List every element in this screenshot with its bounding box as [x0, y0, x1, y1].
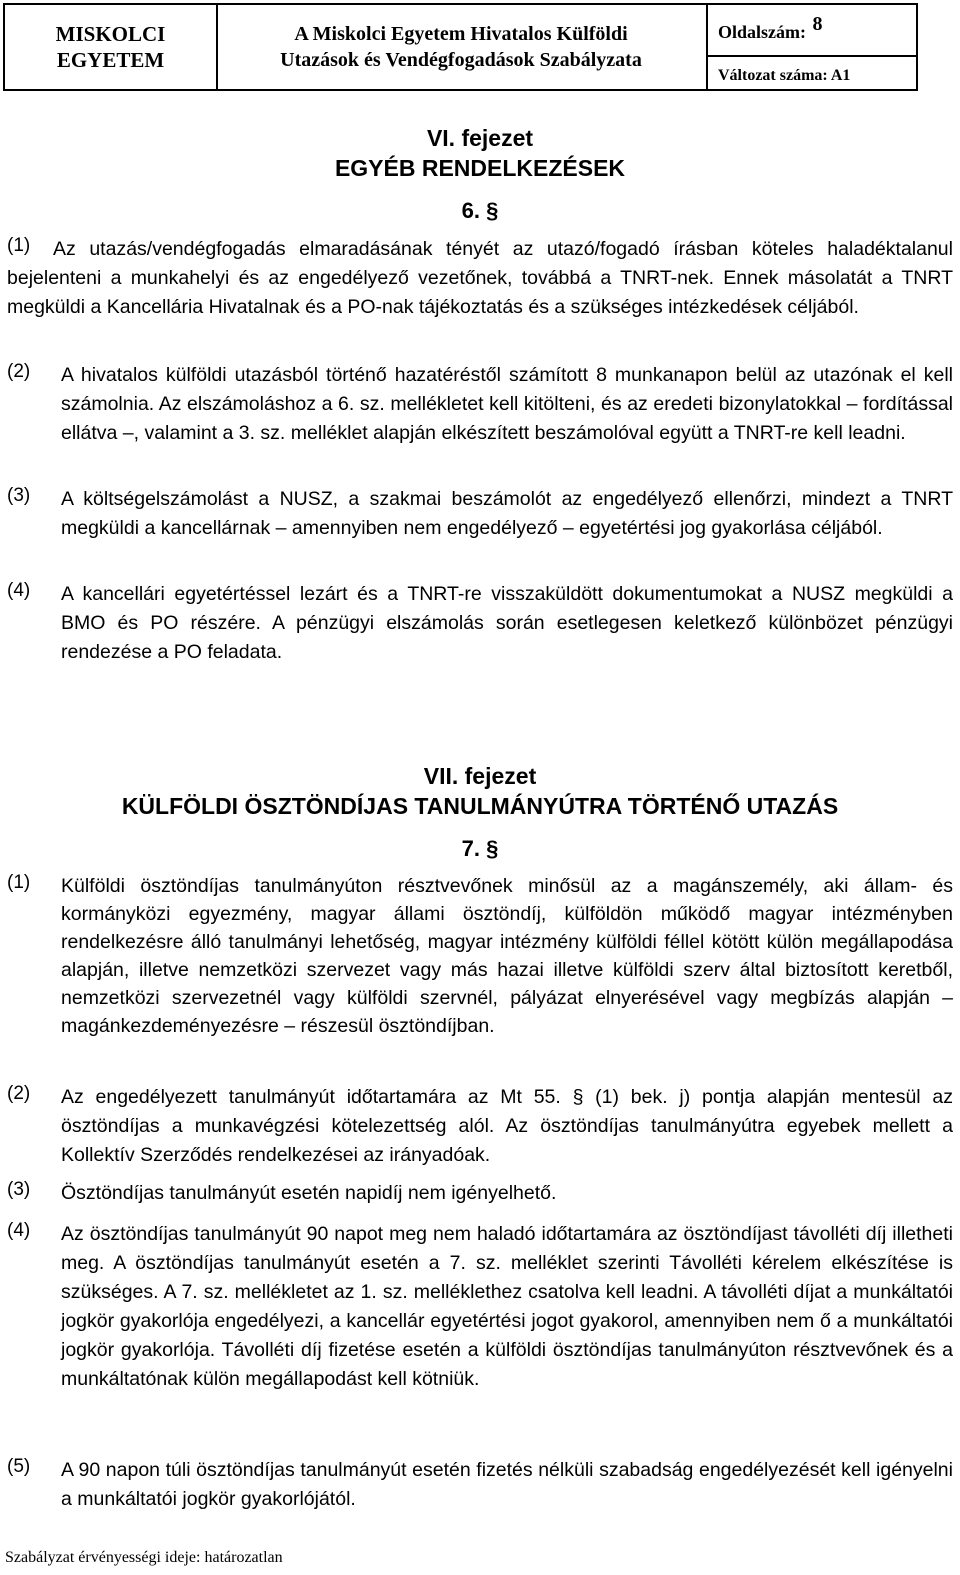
title-line-1: A Miskolci Egyetem Hivatalos Külföldi [294, 23, 628, 45]
paragraph-number: (2) [7, 1083, 31, 1104]
chapter-6-number: VI. fejezet [426, 125, 534, 151]
paragraph-number: (4) [7, 580, 31, 601]
paragraph-text: Az engedélyezett tanulmányút időtartamára az Mt 55. § (1) bek. j) pontja alapján mentesül az ösztöndíjas a munkavégzési kötelezettség alól. Az ösztöndíjas tanulmányútra egyebek mellett a Kollektív Szerződés rendelkezései az irányadóak. [61, 1086, 953, 1166]
ch6-paragraph-2 [7, 361, 953, 448]
paragraph-text: Ösztöndíjas tanulmányút esetén napidíj nem igényelhető. [61, 1182, 557, 1204]
chapter-7-title: KÜLFÖLDI ÖSZTÖNDÍJAS TANULMÁNYÚTRA TÖRTÉNŐ UTAZÁS [121, 793, 839, 819]
ch7-paragraph-5 [7, 1456, 953, 1514]
ch7-paragraph-2 [7, 1083, 953, 1170]
ch7-paragraph-3 [7, 1179, 953, 1208]
paragraph-text: Az ösztöndíjas tanulmányút 90 napot meg nem haladó időtartamára az ösztöndíjast távolléti díj illetheti meg. A ösztöndíjas tanulmányút esetén a 7. sz. melléklet szerinti Távolléti kérelem elkészítése is szükséges. A 7. sz. mellékletet az 1. sz. melléklethez csatolva kell leadni. A távolléti díjat a munkáltatói jogkör gyakorlója engedélyezi, a kancellár egyetértési jogot gyakorol, amennyiben nem ő a munkáltatói jogkör gyakorlója. Távolléti díj fizetése esetén a külföldi ösztöndíjas tanulmányúton résztvevőnek és a munkáltatónak külön megállapodást kell kötniük. [61, 1223, 953, 1390]
ch7-paragraph-4 [7, 1220, 953, 1394]
paragraph-text: Külföldi ösztöndíjas tanulmányúton résztvevőnek minősül az a magánszemély, aki állam- és kormányközi egyezmény, magyar állami ösztöndíj, külföldön működő magyar intézményben rendelkezésre álló tanulmányi lehetőség, magyar intézmény külföldi féllel kötött külön megállapodása alapján, illetve nemzetközi szervezet vagy más hazai illetve külföldi szerv által biztosított keretből, nemzetközi szervezetnél vagy külföldi szervnél, pályázat elnyerésével vagy megbízás alapján – magánkezdeményezésre – részesül ösztöndíjban. [61, 875, 953, 1037]
paragraph-number: (4) [7, 1220, 31, 1241]
paragraph-text: A költségelszámolást a NUSZ, a szakmai beszámolót az engedélyező ellenőrzi, mindezt a TNRT megküldi a kancellárnak – amennyiben nem engedélyező – egyetértési jog gyakorlása céljából. [61, 488, 953, 539]
ch7-paragraph-1 [7, 872, 953, 1040]
version-label: Változat száma: A1 [718, 67, 851, 84]
ch6-paragraph-3 [7, 485, 953, 543]
validity-footer: Szabályzat érvényességi ideje: határozatlan [5, 1549, 283, 1566]
org-line-2: EGYETEM [56, 48, 165, 72]
document-header [3, 3, 918, 91]
chapter-7-number: VII. fejezet [423, 763, 537, 789]
ch6-paragraph-4 [7, 580, 953, 667]
paragraph-number: (5) [7, 1456, 31, 1477]
paragraph-number: (1) [7, 872, 31, 893]
title-line-2: Utazások és Vendégfogadások Szabályzata [280, 49, 642, 71]
regulation-title [216, 5, 706, 89]
section-6-heading: 6. § [461, 198, 499, 223]
header-meta [706, 5, 916, 89]
section-7-heading: 7. § [461, 836, 499, 861]
paragraph-number: (3) [7, 485, 31, 506]
page-number-label: Oldalszám: [718, 22, 806, 42]
paragraph-number: (3) [7, 1179, 31, 1200]
page-number-cell [708, 5, 916, 57]
paragraph-number: (2) [7, 361, 31, 382]
organization-name [5, 5, 218, 89]
org-line-1: MISKOLCI [55, 22, 166, 46]
paragraph-text: A kancellári egyetértéssel lezárt és a TNRT-re visszaküldött dokumentumokat a NUSZ megküldi a BMO és PO részére. A pénzügyi elszámolás során esetlegesen keletkező különbözet pénzügyi rendezése a PO feladata. [61, 583, 953, 663]
page-number: 8 [812, 13, 823, 35]
paragraph-number: (1) [7, 235, 31, 256]
paragraph-text: Az utazás/vendégfogadás elmaradásának tényét az utazó/fogadó írásban köteles haladéktalanul bejelenteni a munkahelyi és az engedélyező vezetőnek, továbbá a TNRT-nek. Ennek másolatát a TNRT megküldi a Kancellária Hivatalnak és a PO-nak tájékoztatás és a szükséges intézkedések céljából. [7, 238, 953, 318]
ch6-paragraph-1 [7, 235, 953, 322]
paragraph-text: A hivatalos külföldi utazásból történő hazatéréstől számított 8 munkanapon belül az utazónak el kell számolnia. Az elszámoláshoz a 6. sz. mellékletet kell kitölteni, és az eredeti bizonylatokkal – fordítással ellátva –, valamint a 3. sz. melléklet alapján elkészített beszámolóval együtt a TNRT-re kell leadni. [61, 364, 953, 444]
chapter-6-title: EGYÉB RENDELKEZÉSEK [334, 155, 626, 181]
paragraph-text: A 90 napon túli ösztöndíjas tanulmányút esetén fizetés nélküli szabadság engedélyezését kell igényelni a munkáltatói jogkör gyakorlójától. [61, 1459, 953, 1510]
